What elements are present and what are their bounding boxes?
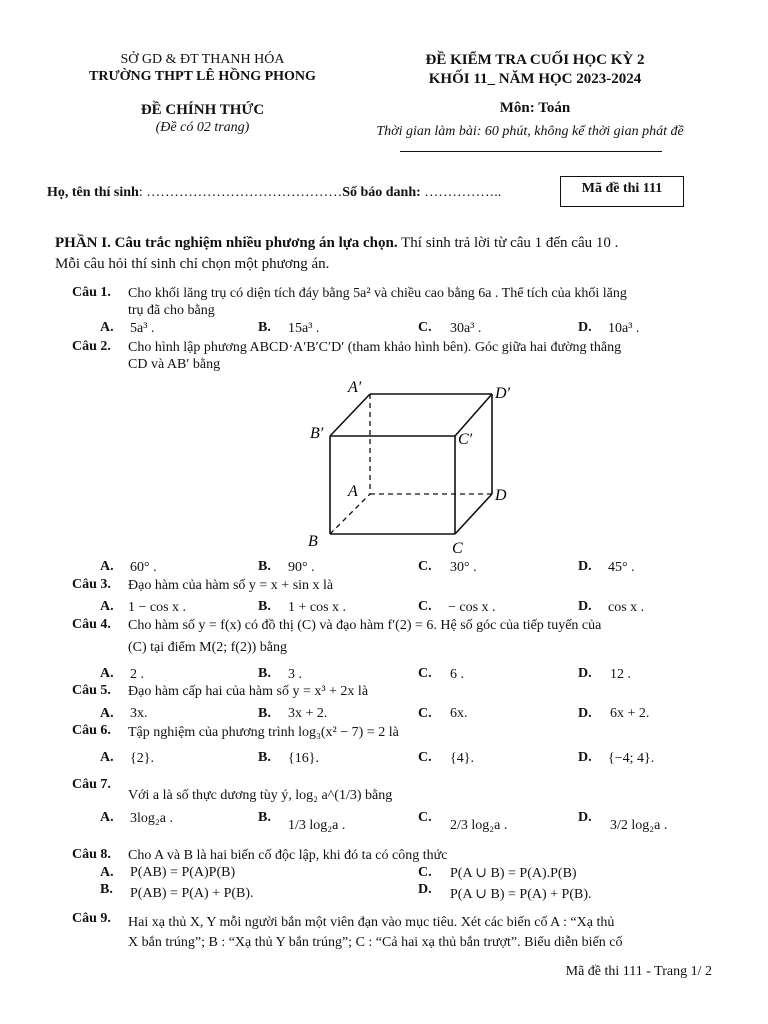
q7-label: Câu 7. xyxy=(72,777,111,792)
q3-opt-c-key: C. xyxy=(418,599,432,614)
q5-opt-c: 6x. xyxy=(450,706,468,721)
q4-opt-d-key: D. xyxy=(578,666,592,681)
part1-title: PHẦN I. Câu trắc nghiệm nhiều phương án lựa chọn. xyxy=(55,235,398,251)
q5-opt-d: 6x + 2. xyxy=(610,706,650,721)
q4-text-line2: (C) tại điểm M(2; f(2)) bằng xyxy=(128,640,288,655)
q2-label: Câu 2. xyxy=(72,339,111,354)
student-name-label: Họ, tên thí sinh xyxy=(47,185,139,200)
q9-text-line2: X bắn trúng”; B : “Xạ thủ Y bắn trúng”; C : “Cả hai xạ thủ bắn trượt”. Biểu diễn biến cố xyxy=(128,935,623,950)
q5-opt-a: 3x. xyxy=(130,706,148,721)
vertex-label-d-prime: D′ xyxy=(495,385,511,402)
official-label: ĐỀ CHÍNH THỨC xyxy=(140,102,265,118)
q8-opt-b: P(AB) = P(A) + P(B). xyxy=(130,886,254,901)
page-footer: Mã đề thi 111 - Trang 1/ 2 xyxy=(565,964,712,979)
q4-opt-b: 3 . xyxy=(288,667,302,682)
q5-opt-a-key: A. xyxy=(100,706,114,721)
vertex-label-b-prime: B′ xyxy=(310,425,324,442)
student-id-label: Số báo danh: xyxy=(342,185,421,200)
cube-hidden-edges xyxy=(330,394,492,534)
q1-opt-a-key: A. xyxy=(100,320,114,335)
vertex-label-b: B xyxy=(308,533,318,550)
subject: Môn: Toán xyxy=(499,100,571,116)
q8-opt-a-key: A. xyxy=(100,865,114,880)
q1-opt-b-key: B. xyxy=(258,320,271,335)
student-name-row xyxy=(47,185,501,201)
q1-opt-d: 10a³ . xyxy=(608,321,640,336)
q2-opt-b-key: B. xyxy=(258,559,271,574)
school-name: TRƯỜNG THPT LÊ HỒNG PHONG xyxy=(89,69,316,84)
q7-opt-a-key: A. xyxy=(100,810,114,825)
q6-opt-d: {−4; 4}. xyxy=(608,751,655,766)
exam-code: Mã đề thi 111 xyxy=(581,181,663,196)
q7-text: Với a là số thực dương tùy ý, log₂ a^(1/3) bằng xyxy=(128,788,393,803)
q6-opt-a-key: A. xyxy=(100,750,114,765)
q8-text: Cho A và B là hai biến cố độc lập, khi đó ta có công thức xyxy=(128,848,448,863)
department: SỞ GD & ĐT THANH HÓA xyxy=(120,52,285,67)
q5-opt-b: 3x + 2. xyxy=(288,706,328,721)
q3-label: Câu 3. xyxy=(72,577,111,592)
q8-opt-d: P(A ∪ B) = P(A) + P(B). xyxy=(450,887,592,902)
edge-b-prime-a-prime xyxy=(330,394,370,436)
vertex-label-a: A xyxy=(348,483,358,500)
q4-opt-d: 12 . xyxy=(610,667,631,682)
q5-label: Câu 5. xyxy=(72,683,111,698)
q8-opt-b-key: B. xyxy=(100,882,113,897)
pages-note: (Đề có 02 trang) xyxy=(155,120,250,135)
q8-opt-d-key: D. xyxy=(418,882,432,897)
q3-opt-d: cos x . xyxy=(608,600,645,615)
q8-label: Câu 8. xyxy=(72,847,111,862)
q3-opt-d-key: D. xyxy=(578,599,592,614)
cube-solid-edges xyxy=(330,394,492,534)
q2-text-line1: Cho hình lập phương ABCD·A′B′C′D′ (tham khảo hình bên). Góc giữa hai đường thẳng xyxy=(128,340,622,355)
header-divider xyxy=(400,151,662,152)
q1-opt-d-key: D. xyxy=(578,320,592,335)
vertex-label-a-prime: A′ xyxy=(348,379,362,396)
q8-opt-a: P(AB) = P(A)P(B) xyxy=(130,865,236,880)
q9-text-line1: Hai xạ thủ X, Y mỗi người bắn một viên đạn vào mục tiêu. Xét các biến cố A : “Xạ thủ xyxy=(128,915,615,930)
q1-opt-c: 30a³ . xyxy=(450,321,482,336)
q1-text-line2: trụ đã cho bằng xyxy=(128,303,215,318)
q6-text: Tập nghiệm của phương trình log₃(x² − 7) = 2 là xyxy=(128,725,399,740)
student-id-dots: …………….. xyxy=(424,185,502,200)
vertex-label-d: D xyxy=(495,487,507,504)
q1-text-line1: Cho khối lăng trụ có diện tích đáy bằng 5a² và chiều cao bằng 6a . Thể tích của khối lăng xyxy=(128,286,627,301)
q3-text: Đạo hàm của hàm số y = x + sin x là xyxy=(128,578,334,593)
edge-b-a xyxy=(330,494,370,534)
q8-opt-c: P(A ∪ B) = P(A).P(B) xyxy=(450,866,577,881)
q3-opt-c: − cos x . xyxy=(448,600,496,615)
q3-opt-b-key: B. xyxy=(258,599,271,614)
time-note: Thời gian làm bài: 60 phút, không kể thời gian phát đề xyxy=(376,124,684,139)
grade-year: KHỐI 11_ NĂM HỌC 2023-2024 xyxy=(428,71,642,87)
cube-figure xyxy=(300,372,515,560)
q4-text-line1: Cho hàm số y = f(x) có đồ thị (C) và đạo hàm f′(2) = 6. Hệ số góc của tiếp tuyến của xyxy=(128,618,602,633)
q2-opt-c-key: C. xyxy=(418,559,432,574)
q4-opt-b-key: B. xyxy=(258,666,271,681)
edge-c-prime-d-prime xyxy=(455,394,492,436)
q7-opt-b-key: B. xyxy=(258,810,271,825)
q2-opt-b: 90° . xyxy=(288,560,315,575)
q2-opt-c: 30° . xyxy=(450,560,477,575)
edge-c-d xyxy=(455,494,492,534)
q6-opt-b: {16}. xyxy=(288,751,319,766)
q6-opt-b-key: B. xyxy=(258,750,271,765)
q5-text: Đạo hàm cấp hai của hàm số y = x³ + 2x là xyxy=(128,684,369,699)
exam-title: ĐỀ KIỂM TRA CUỐI HỌC KỲ 2 xyxy=(425,52,645,68)
q4-opt-c: 6 . xyxy=(450,667,464,682)
q4-opt-c-key: C. xyxy=(418,666,432,681)
exam-code-box xyxy=(560,176,684,207)
q2-opt-d-key: D. xyxy=(578,559,592,574)
q2-opt-a-key: A. xyxy=(100,559,114,574)
q2-opt-a: 60° . xyxy=(130,560,157,575)
q1-opt-a: 5a³ . xyxy=(130,321,155,336)
vertex-label-c-prime: C′ xyxy=(458,431,473,448)
q5-opt-c-key: C. xyxy=(418,706,432,721)
q5-opt-d-key: D. xyxy=(578,706,592,721)
q3-opt-a-key: A. xyxy=(100,599,114,614)
q1-opt-c-key: C. xyxy=(418,320,432,335)
vertex-label-c: C xyxy=(452,540,463,557)
q3-opt-b: 1 + cos x . xyxy=(288,600,347,615)
q6-opt-c: {4}. xyxy=(450,751,474,766)
part1-heading xyxy=(55,235,618,252)
q3-opt-a: 1 − cos x . xyxy=(128,600,187,615)
q7-opt-c-key: C. xyxy=(418,810,432,825)
q8-opt-c-key: C. xyxy=(418,865,432,880)
q4-opt-a-key: A. xyxy=(100,666,114,681)
q4-label: Câu 4. xyxy=(72,617,111,632)
q2-text-line2: CD và AB′ bằng xyxy=(128,357,221,372)
q6-opt-a: {2}. xyxy=(130,751,154,766)
q6-opt-c-key: C. xyxy=(418,750,432,765)
q7-opt-d: 3/2 log₂a . xyxy=(610,818,668,833)
q9-label: Câu 9. xyxy=(72,911,111,926)
q7-opt-a: 3log₂a . xyxy=(130,811,173,826)
q4-opt-a: 2 . xyxy=(130,667,144,682)
student-name-dots: : …………………………………… xyxy=(138,185,343,200)
q6-opt-d-key: D. xyxy=(578,750,592,765)
q6-label: Câu 6. xyxy=(72,723,111,738)
part1-instr2: Mỗi câu hỏi thí sinh chỉ chọn một phương án. xyxy=(55,256,330,272)
q7-opt-d-key: D. xyxy=(578,810,592,825)
part1-instr1: Thí sinh trả lời từ câu 1 đến câu 10 . xyxy=(401,235,619,251)
q7-opt-b: 1/3 log₂a . xyxy=(288,818,346,833)
q1-label: Câu 1. xyxy=(72,285,111,300)
q2-opt-d: 45° . xyxy=(608,560,635,575)
q5-opt-b-key: B. xyxy=(258,706,271,721)
q7-opt-c: 2/3 log₂a . xyxy=(450,818,508,833)
q1-opt-b: 15a³ . xyxy=(288,321,320,336)
